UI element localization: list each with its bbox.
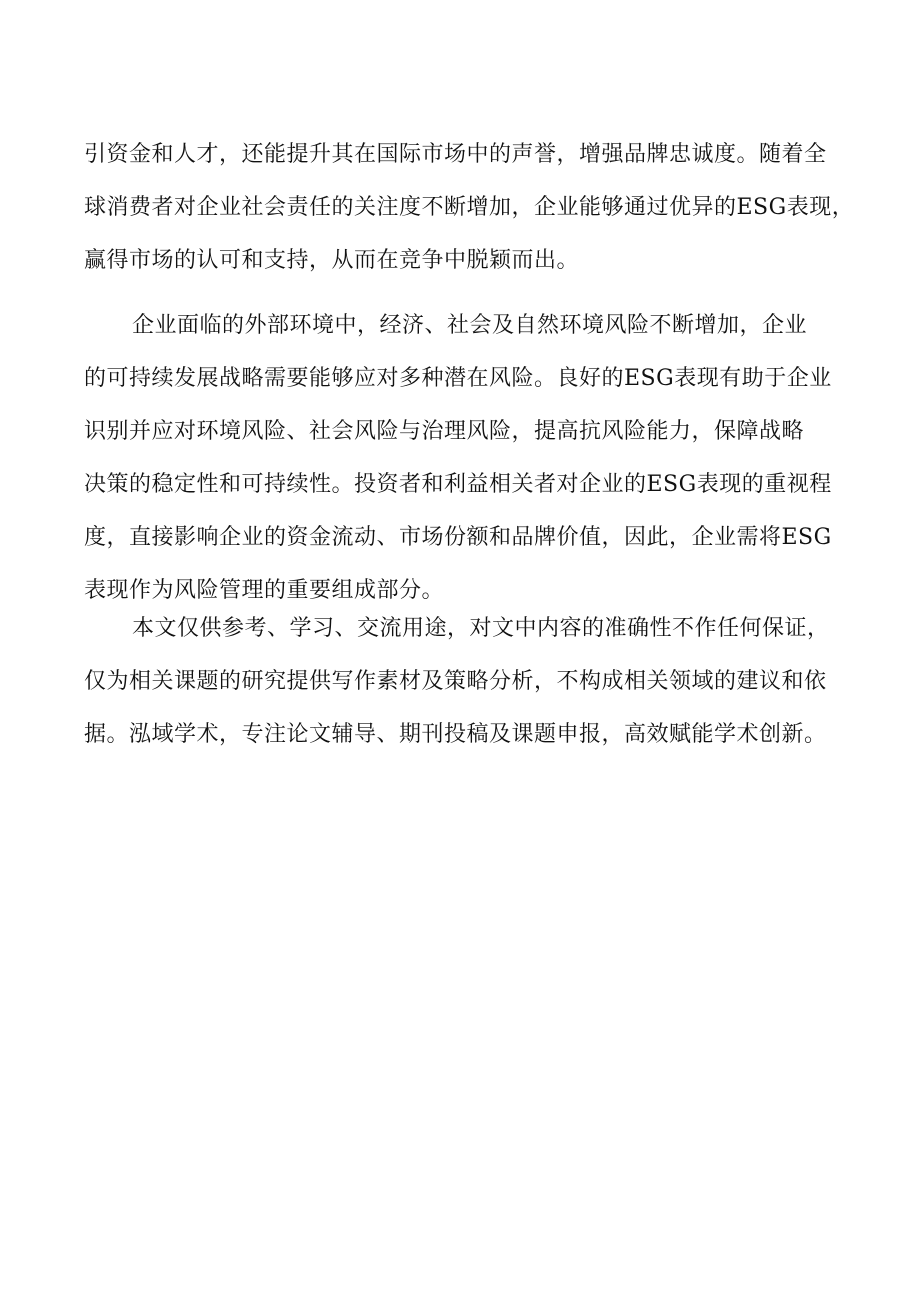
paragraph-1-line-1: 引资金和人才，还能提升其在国际市场中的声誉，增强品牌忠诚度。随着全 [84,142,827,167]
paragraph-2-line-3: 识别并应对环境风险、社会风险与治理风险，提高抗风险能力，保障战略 [84,419,805,444]
paragraph-3-line-1: 本文仅供参考、学习、交流用途，对文中内容的准确性不作任何保证， [132,616,830,641]
paragraph-1-line-3: 赢得市场的认可和支持，从而在竞争中脱颖而出。 [84,248,580,273]
paragraph-3-line-3: 据。泓域学术，专注论文辅导、期刊投稿及课题申报，高效赋能学术创新。 [84,722,827,747]
paragraph-2-line-5: 度，直接影响企业的资金流动、市场份额和品牌价值，因此，企业需将ESG [84,525,832,550]
paragraph-2-line-4: 决策的稳定性和可持续性。投资者和利益相关者对企业的ESG表现的重视程 [84,472,832,497]
paragraph-2-line-2: 的可持续发展战略需要能够应对多种潜在风险。良好的ESG表现有助于企业 [84,366,832,391]
paragraph-2-line-6: 表现作为风险管理的重要组成部分。 [84,578,445,603]
paragraph-2-line-1: 企业面临的外部环境中，经济、社会及自然环境风险不断增加，企业 [132,313,808,338]
paragraph-1-line-2: 球消费者对企业社会责任的关注度不断增加，企业能够通过优异的ESG表现， [84,195,855,220]
paragraph-3-line-2: 仅为相关课题的研究提供写作素材及策略分析，不构成相关领域的建议和依 [84,669,827,694]
